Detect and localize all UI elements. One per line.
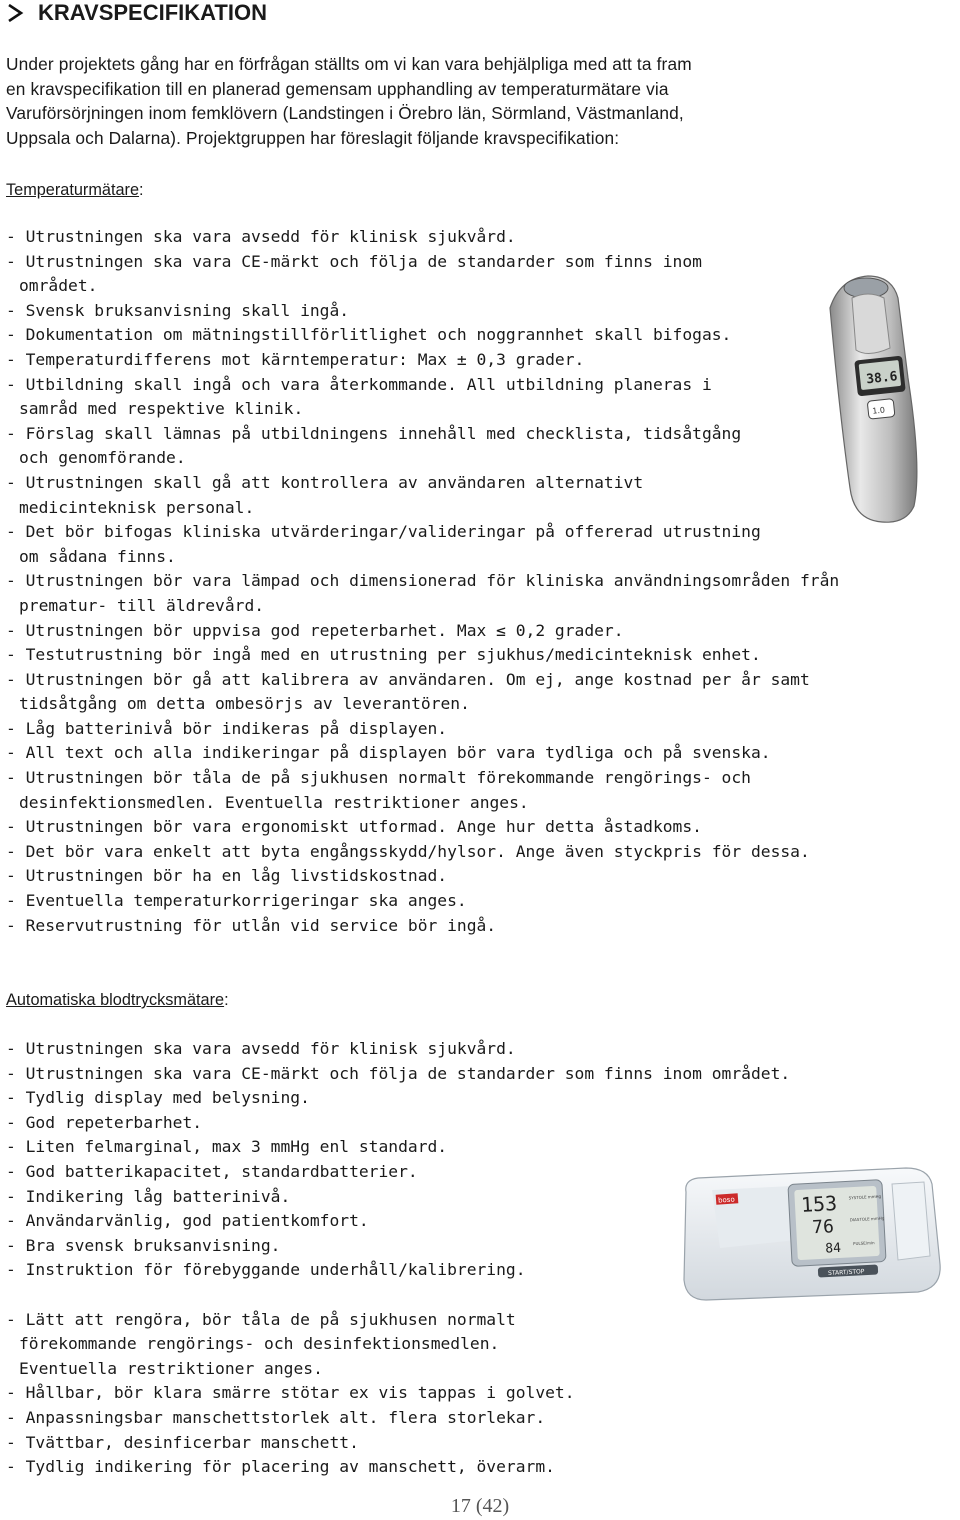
heading-text: KRAVSPECIFIKATION: [38, 0, 267, 25]
list-item: - Förslag skall lämnas på utbildningens innehåll med checklista, tidsåtgång: [6, 423, 742, 443]
list-item-continuation: desinfektionsmedlen. Eventuella restriktioner anges.: [19, 792, 529, 812]
list-item: - Utrustningen ska vara avsedd för klinisk sjukvård.: [6, 1039, 516, 1058]
list-item-continuation: samråd med respektive klinik.: [19, 399, 304, 419]
section-title-text: Temperaturmätare: [6, 181, 140, 199]
list-item: - Det bör bifogas kliniska utvärderingar/valideringar på offererad utrustning: [6, 522, 761, 542]
list-item-continuation: Eventuella restriktioner anges.: [19, 1358, 323, 1378]
section-title-text: Automatiska blodtrycksmätare: [6, 991, 225, 1009]
list-item: - Bra svensk bruksanvisning.: [6, 1235, 281, 1255]
list-item: - God batterikapacitet, standardbatterier.: [6, 1161, 418, 1181]
page-heading: [6, 0, 267, 26]
intro-line: Under projektets gång har en förfrågan ställts om vi kan vara behjälpliga med att ta fram: [6, 54, 692, 74]
list-item: - Hållbar, bör klara smärre stötar ex vis tappas i golvet.: [6, 1383, 575, 1403]
bp-pulse-label: PULSE/min: [852, 1240, 875, 1247]
temperature-requirements-list: [6, 225, 839, 938]
list-item: - Dokumentation om mätningstillförlitlighet och noggrannhet skall bifogas.: [6, 325, 732, 345]
section-title-blood-pressure: [6, 988, 229, 1012]
thermometer-display-value: 38.6: [865, 369, 899, 388]
list-item: - Utrustningen bör tåla de på sjukhusen normalt förekommande rengörings- och: [6, 768, 751, 788]
page-number: 17 (42): [450, 1495, 510, 1517]
thermometer-button-label: 1.0: [871, 405, 886, 416]
section-title-colon: :: [139, 181, 144, 199]
blood-pressure-monitor-image: [672, 1160, 944, 1302]
list-item: - Det bör vara enkelt att byta engångsskydd/hylsor. Ange även styckpris för dessa.: [6, 841, 810, 861]
list-item: - Lätt att rengöra, bör tåla de på sjukhusen normalt: [6, 1309, 516, 1329]
list-item: - Testutrustning bör ingå med en utrustning per sjukhus/medicinteknisk enhet.: [6, 645, 761, 665]
list-item: - Tydlig display med belysning.: [6, 1088, 310, 1108]
intro-line: en kravspecifikation till en planerad gemensam upphandling av temperaturmätare via: [6, 78, 669, 99]
list-item: - Utrustningen bör ha en låg livstidskostnad.: [6, 866, 448, 886]
list-item: - All text och alla indikeringar på displayen bör vara tydliga och på svenska.: [6, 743, 771, 763]
bp-systolic-label: SYSTOLE mmHg: [848, 1193, 882, 1201]
list-item-continuation: området.: [19, 276, 98, 296]
arrow-bullet-icon: [6, 4, 24, 22]
ear-thermometer-image: [810, 268, 930, 528]
list-item: - Utrustningen ska vara CE-märkt och följa de standarder som finns inom: [6, 251, 702, 271]
list-item-continuation: prematur- till äldrevård.: [19, 595, 265, 615]
list-item: - Eventuella temperaturkorrigeringar ska anges.: [6, 891, 467, 911]
list-item: - Låg batterinivå bör indikeras på displayen.: [6, 718, 448, 738]
list-item: - Utrustningen skall gå att kontrollera av användaren alternativt: [6, 472, 644, 492]
list-item-continuation: medicinteknisk personal.: [19, 497, 255, 517]
list-item: - Utbildning skall ingå och vara återkommande. All utbildning planeras i: [6, 374, 712, 394]
list-item: - God repeterbarhet.: [6, 1112, 203, 1132]
bp-diastolic-label: DIASTOLE mmHg: [849, 1215, 885, 1223]
list-item: - Instruktion för förebyggande underhåll/kalibrering.: [6, 1260, 526, 1280]
list-item: - Tydlig indikering för placering av manschett, överarm.: [6, 1457, 555, 1477]
list-item: - Utrustningen ska vara avsedd för klinisk sjukvård.: [6, 227, 516, 246]
list-item-continuation: förekommande rengörings- och desinfektionsmedlen.: [19, 1334, 500, 1354]
list-item: - Liten felmarginal, max 3 mmHg enl standard.: [6, 1137, 448, 1157]
bp-systolic-value: 153: [800, 1190, 838, 1217]
list-item: - Utrustningen bör vara lämpad och dimensionerad för kliniska användningsområden från: [6, 571, 840, 591]
list-item-continuation: och genomförande.: [19, 448, 186, 468]
list-item: - Utrustningen ska vara CE-märkt och följa de standarder som finns inom området.: [6, 1063, 791, 1083]
list-item-continuation: tidsåtgång om detta ombesörjs av leverantören.: [19, 694, 470, 714]
bp-brand-label: boso: [717, 1195, 735, 1205]
section-title-colon: :: [224, 991, 229, 1009]
list-item: - Utrustningen bör uppvisa god repeterbarhet. Max ≤ 0,2 grader.: [6, 620, 624, 640]
bp-pulse-value: 84: [824, 1240, 842, 1257]
bp-diastolic-value: 76: [811, 1216, 835, 1239]
list-item: - Temperaturdifferens mot kärntemperatur: Max ± 0,3 grader.: [6, 349, 585, 369]
intro-paragraph: [6, 52, 946, 150]
list-item: - Anpassningsbar manschettstorlek alt. flera storlekar.: [6, 1407, 546, 1427]
list-item: - Utrustningen bör vara ergonomiskt utformad. Ange hur detta åstadkoms.: [6, 817, 702, 837]
bp-start-label: START/STOP: [827, 1268, 865, 1278]
intro-line: Varuförsörjningen inom femklövern (Landstingen i Örebro län, Sörmland, Västmanland,: [6, 103, 684, 123]
list-item: - Indikering låg batterinivå.: [6, 1186, 291, 1206]
intro-line: Uppsala och Dalarna). Projektgruppen har föreslagit följande kravspecifikation:: [6, 127, 620, 148]
list-item: - Användarvänlig, god patientkomfort.: [6, 1211, 369, 1231]
list-item-continuation: om sådana finns.: [19, 546, 176, 566]
list-item: - Svensk bruksanvisning skall ingå.: [6, 300, 350, 320]
list-item: - Reservutrustning för utlån vid service bör ingå.: [6, 915, 497, 935]
list-item: - Utrustningen bör gå att kalibrera av användaren. Om ej, ange kostnad per år samt: [6, 669, 810, 689]
list-item: - Tvättbar, desinficerbar manschett.: [6, 1432, 359, 1452]
section-title-temperature: [6, 178, 144, 202]
